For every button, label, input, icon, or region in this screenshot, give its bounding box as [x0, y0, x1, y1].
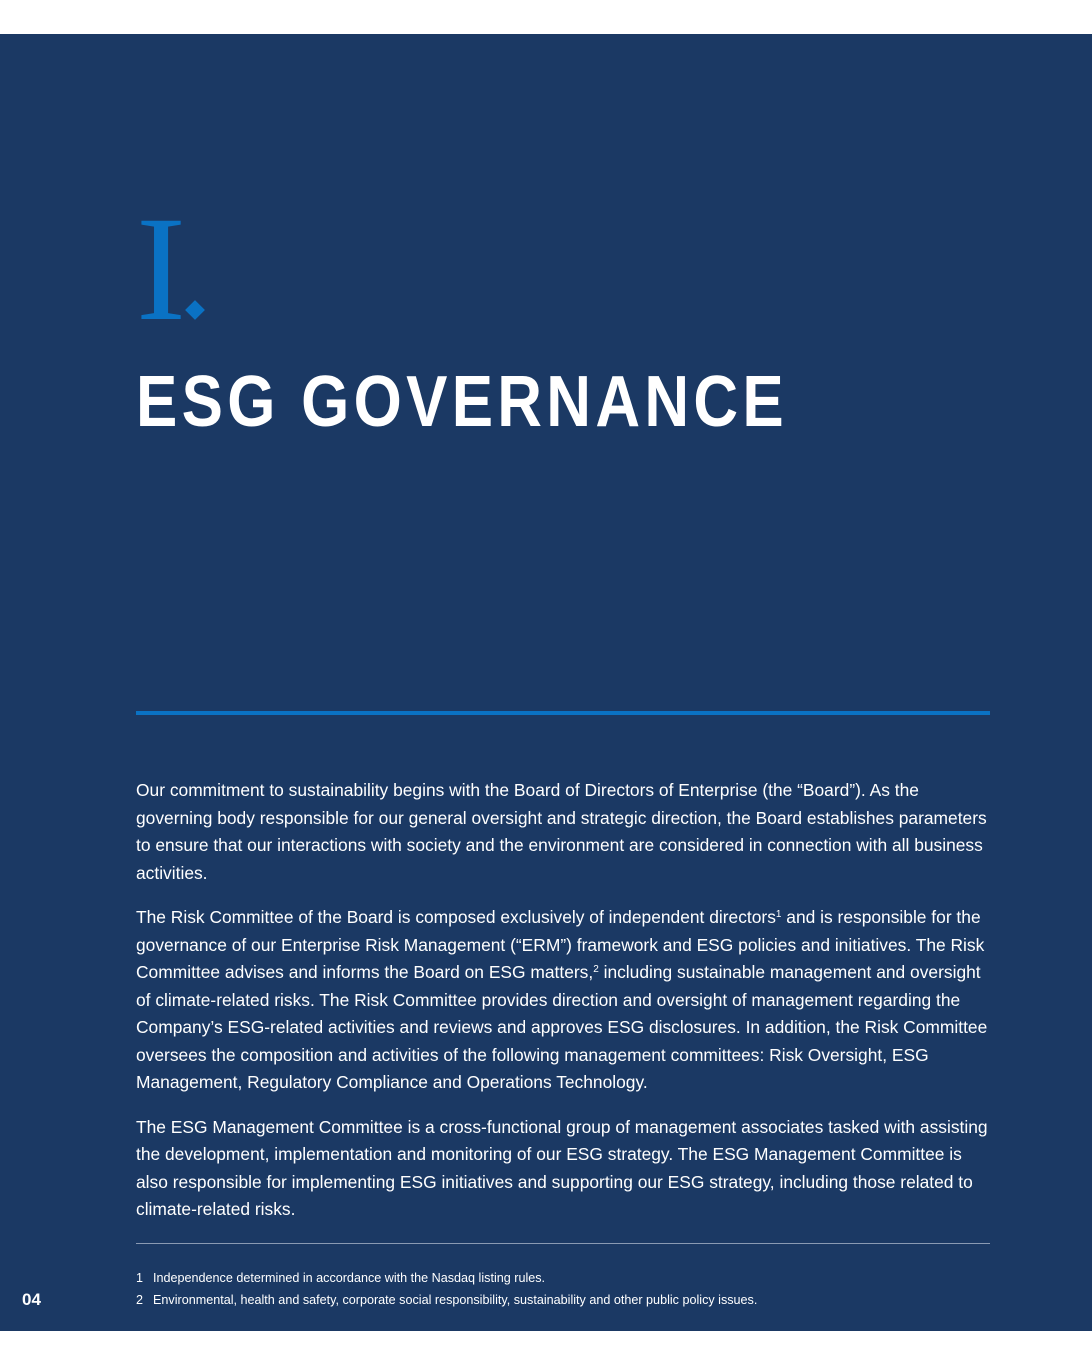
footnote-2	[136, 1289, 996, 1311]
footnote-ref-2: 2	[593, 964, 599, 975]
paragraph-3: The ESG Management Committee is a cross-functional group of management associates tasked with assisting the development, implementation and monitoring of our ESG strategy. The ESG Management Committee is also responsible for implementing ESG initiatives and supporting our ESG strategy, including those related to climate-related risks.	[136, 1116, 988, 1219]
section-numeral	[136, 186, 202, 352]
footnote-divider	[136, 1243, 990, 1244]
body-text	[136, 777, 996, 1241]
paragraph-2-part-a: The Risk Committee of the Board is composed exclusively of independent directors	[136, 907, 776, 927]
diamond-dot-icon	[185, 300, 205, 320]
paragraph-1: Our commitment to sustainability begins with the Board of Directors of Enterprise (the “Board”). As the governing body responsible for our general oversight and strategic direction, the Board establishes parameters to ensure that our interactions with society and the environment are considered in connection with all business activities.	[136, 780, 987, 883]
accent-divider	[136, 711, 990, 715]
paragraph-2-part-c: including sustainable management and oversight of climate-related risks. The Risk Committee provides direction and oversight of management regarding the Company’s ESG-related activities and reviews and approves ESG disclosures. In addition, the Risk Committee oversees the composition and activities of the following management committees: Risk Oversight, ESG Management, Regulatory Compliance and Operations Technology.	[136, 962, 988, 1092]
footnote-2-number: 2	[136, 1293, 144, 1307]
footnote-1-number: 1	[136, 1271, 144, 1285]
paragraph-2-part-b: and is responsible for the governance of our Enterprise Risk Management (“ERM”) framework and ESG policies and initiatives. The Risk Committee advises and informs the Board on ESG matters,	[136, 907, 985, 982]
footnote-1	[136, 1267, 996, 1289]
report-page	[0, 34, 1092, 1331]
footnote-ref-1: 1	[775, 909, 782, 920]
section-title: ESG GOVERNANCE	[136, 362, 788, 442]
footnote-1-text: Independence determined in accordance with the Nasdaq listing rules.	[153, 1271, 546, 1285]
page-number: 04	[22, 1290, 41, 1309]
footnote-2-text: Environmental, health and safety, corporate social responsibility, sustainability and other public policy issues.	[153, 1293, 758, 1307]
footnotes	[136, 1267, 996, 1311]
paragraph-2	[136, 904, 996, 1097]
section-numeral-text: I	[136, 186, 184, 352]
